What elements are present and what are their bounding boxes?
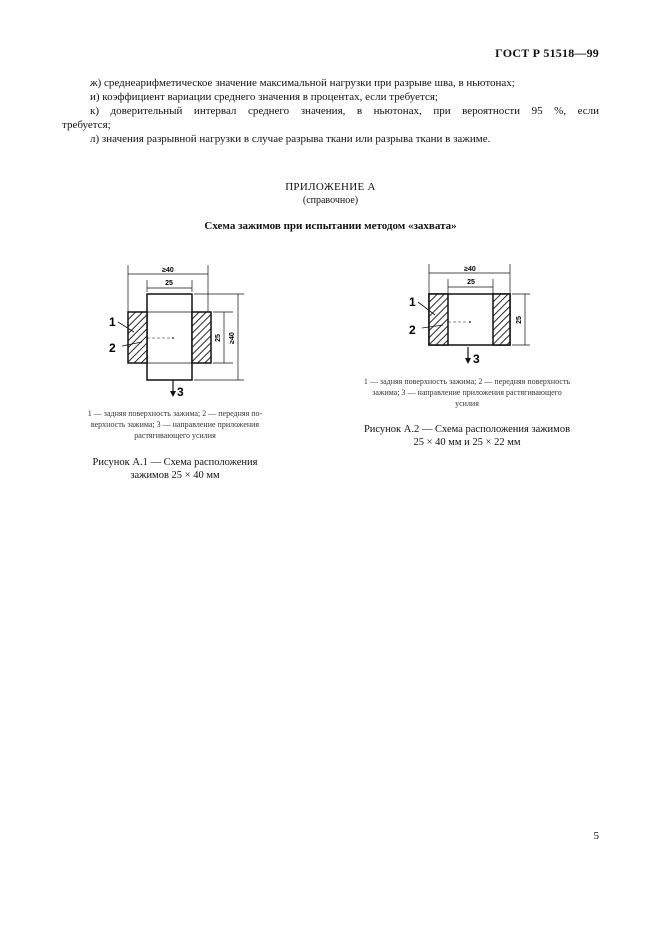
figure-a2-legend-line: зажима; 3 — направление приложения растягивающего — [372, 388, 562, 397]
figure-a1-caption-line: Рисунок А.1 — Схема расположения — [92, 457, 258, 468]
label-force-direction: 3 — [473, 352, 480, 366]
front-jaw-surface — [493, 294, 510, 345]
list-item-k: к) доверительный интервал среднего значения, в ньютонах, при вероятности 95 %, если — [90, 105, 599, 117]
dim-outer-height: ≥40 — [229, 332, 236, 344]
clamp-body — [147, 294, 192, 380]
figure-a1-legend-line: растягивающего усилия — [134, 431, 216, 440]
list-item-i: и) коэффициент вариации среднего значения в процентах, если требуется; — [90, 91, 438, 103]
dim-outer-width: ≥40 — [162, 267, 174, 274]
figure-a2-diagram — [400, 260, 550, 370]
figure-a1-legend-line: верхность зажима; 3 — направление приложения — [90, 420, 260, 429]
list-item-l: л) значения разрывной нагрузки в случае разрыва ткани или разрыва ткани в зажиме. — [90, 133, 491, 145]
front-jaw-surface — [192, 312, 211, 363]
label-back-surface: 1 — [109, 315, 116, 329]
figure-a2-legend — [330, 376, 604, 409]
figure-a1-legend — [62, 408, 288, 441]
list-item-zh: ж) среднеарифметическое значение максимальной нагрузки при разрыве шва, в ньютонах; — [90, 77, 515, 89]
figure-a2-legend-line: 1 — задняя поверхность зажима; 2 — передняя поверхность — [363, 377, 571, 386]
scheme-title: Схема зажимов при испытании методом «захвата» — [204, 220, 457, 232]
page-number: 5 — [593, 830, 599, 842]
back-jaw-surface — [128, 312, 147, 363]
dim-inner-height: 25 — [215, 334, 222, 342]
figure-a2-caption — [330, 423, 604, 449]
dim-height: 25 — [516, 316, 523, 324]
document-code: ГОСТ Р 51518—99 — [495, 46, 599, 60]
list-item-k-cont: требуется; — [62, 119, 111, 131]
figure-a1-caption-line: зажимов 25 × 40 мм — [130, 470, 220, 481]
figure-a2-caption-line: Рисунок А.2 — Схема расположения зажимов — [363, 424, 571, 435]
dim-outer-width: ≥40 — [464, 266, 476, 273]
label-front-surface: 2 — [109, 341, 116, 355]
label-front-surface: 2 — [409, 323, 416, 337]
back-jaw-surface — [429, 294, 448, 345]
appendix-title: ПРИЛОЖЕНИЕ А — [285, 181, 376, 193]
figure-a1-caption — [62, 456, 288, 482]
figure-a2-caption-line: 25 × 40 мм и 25 × 22 мм — [413, 437, 521, 448]
figure-a2-legend-line: усилия — [455, 399, 479, 408]
dim-inner-width: 25 — [467, 279, 475, 286]
figure-a1-diagram — [95, 260, 265, 400]
figure-a1-legend-line: 1 — задняя поверхность зажима; 2 — передняя по- — [87, 409, 263, 418]
label-back-surface: 1 — [409, 295, 416, 309]
label-force-direction: 3 — [177, 385, 184, 399]
appendix-subtitle: (справочное) — [302, 195, 359, 206]
dim-inner-width: 25 — [165, 280, 173, 287]
